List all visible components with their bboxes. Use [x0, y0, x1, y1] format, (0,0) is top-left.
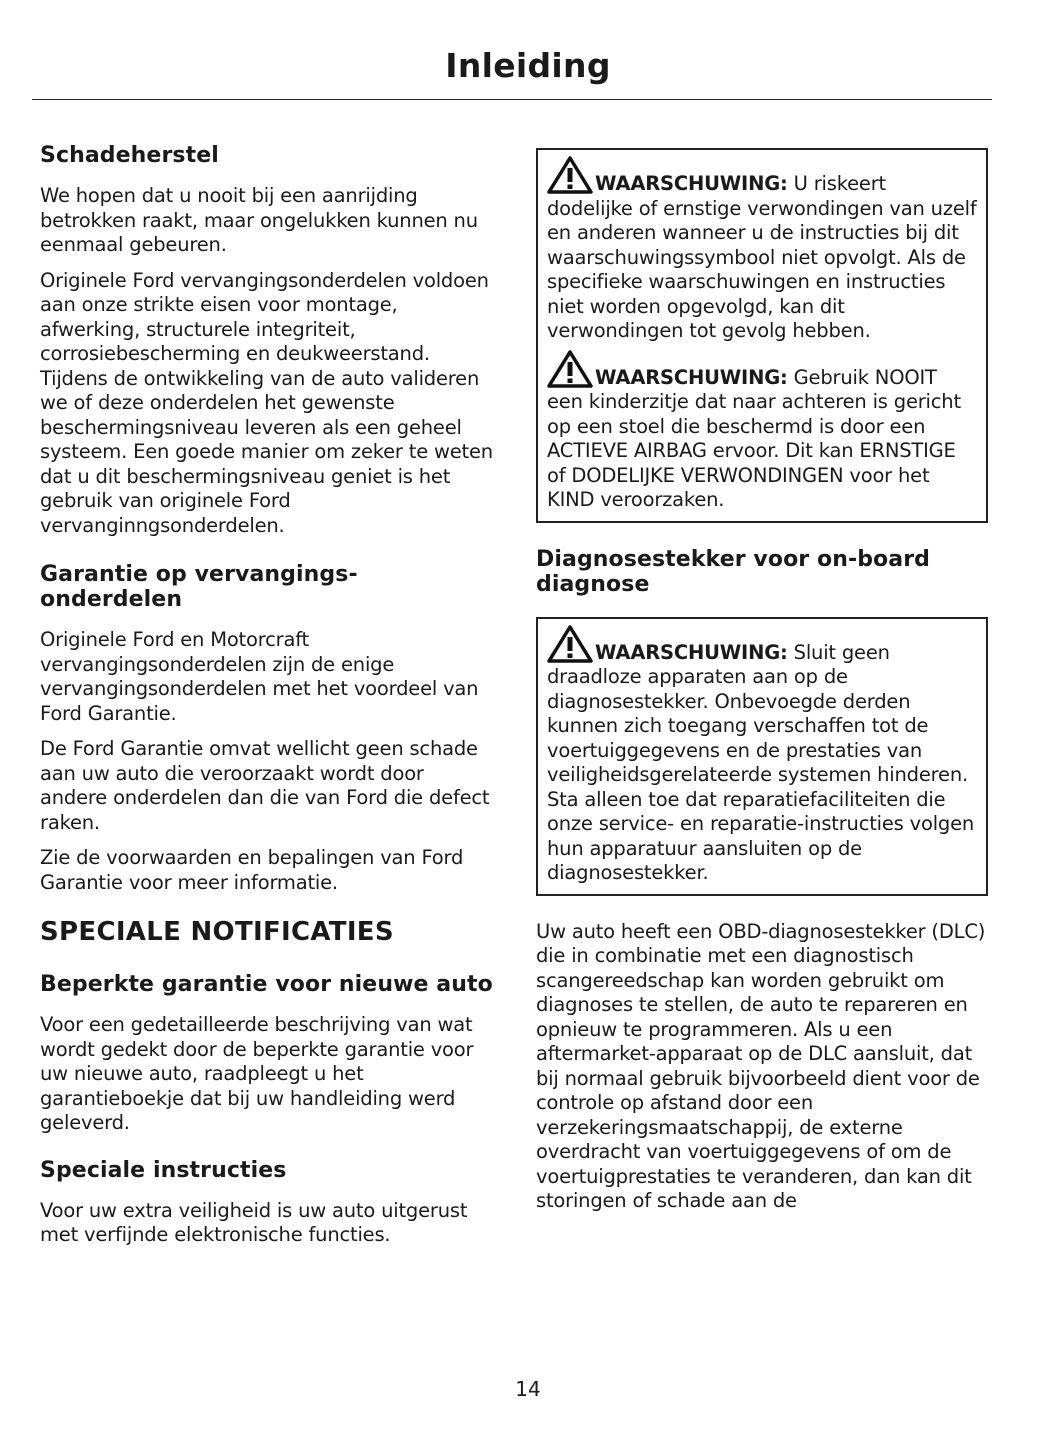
speciale-notificaties-heading: SPECIALE NOTIFICATIES — [40, 917, 394, 947]
diagnose-heading: Diagnosestekker voor on-board diagnose — [536, 546, 931, 597]
warning-item-child-seat — [547, 350, 977, 513]
speciale-instructies-heading: Speciale instructies — [40, 1157, 287, 1183]
schadeherstel-paragraph-1: We hopen dat u nooit bij een aanrijding betrokken raakt, maar ongelukken kunnen nu eenmaal gebeuren. — [40, 184, 478, 256]
schadeherstel-heading: Schadeherstel — [40, 143, 219, 168]
warning-triangle-icon — [547, 350, 593, 388]
warning-item-general — [547, 156, 977, 344]
warning-box-diagnose — [536, 617, 988, 896]
beperkte-garantie-paragraph: Voor een gedetailleerde beschrijving van wat wordt gedekt door de beperkte garantie voor uw nieuwe auto, raadpleegt u het garantieboekje dat bij uw handleiding werd geleverd. — [40, 1013, 474, 1134]
garantie-paragraph-3: Zie de voorwaarden en bepalingen van Ford Garantie voor meer informatie. — [40, 846, 464, 894]
garantie-paragraph-1: Originele Ford en Motorcraft vervangingsonderdelen zijn de enige vervangingsonderdelen met het voordeel van Ford Garantie. — [40, 628, 479, 725]
warning-item-diagnose — [547, 625, 977, 886]
right-column — [536, 143, 988, 1225]
warning-label: WAARSCHUWING: — [595, 640, 788, 664]
warning-box-general — [536, 148, 988, 523]
warning-text: Sluit geen draadloze apparaten aan op de diagnosestekker. Onbevoegde derden kunnen zich toegang verschaffen tot de voertuiggegevens en de prestaties van veiligheidsgerelateerde systemen hinderen. Sta alleen toe dat reparatiefaciliteiten die onze service- en reparatie-instructies volgen hun apparatuur aansluiten op de diagnosestekker. — [547, 640, 975, 884]
speciale-instructies-paragraph: Voor uw extra veiligheid is uw auto uitgerust met verfijnde elektronische functies. — [40, 1198, 468, 1246]
beperkte-garantie-heading: Beperkte garantie voor nieuwe auto — [40, 972, 493, 997]
garantie-heading: Garantie op vervangings-onderdelen — [40, 562, 358, 612]
left-column — [40, 143, 495, 1259]
warning-label: WAARSCHUWING: — [595, 365, 788, 389]
warning-triangle-icon — [547, 625, 593, 663]
title-divider — [32, 99, 992, 100]
diagnose-paragraph: Uw auto heeft een OBD-diagnosestekker (DLC) die in combinatie met een diagnostisch scangereedschap kan worden gebruikt om diagnoses te stellen, de auto te repareren en opnieuw te programmeren. Als u een aftermarket-apparaat op de DLC aansluit, dat bij normaal gebruik bijvoorbeeld dient voor de controle op afstand door een verzekeringsmaatschappij, de externe overdracht van voertuiggegevens of om de voertuigprestaties te veranderen, dan kan dit storingen of schade aan de — [536, 919, 986, 1212]
warning-text: U riskeert dodelijke of ernstige verwondingen van uzelf en anderen wanneer u de instructies bij dit waarschuwingssymbool niet opvolgt. Als de specifieke waarschuwingen en instructies niet worden opgevolgd, kan dit verwondingen tot gevolg hebben. — [547, 172, 977, 342]
schadeherstel-paragraph-2: Originele Ford vervangingsonderdelen voldoen aan onze strikte eisen voor montage, afwerking, structurele integriteit, corrosiebescherming en deukweerstand. Tijdens de ontwikkeling van de auto valideren we of deze onderdelen het gewenste beschermingsniveau leveren als een geheel systeem. Een goede manier om zeker te weten dat u dit beschermingsniveau geniet is het gebruik van originele Ford vervanginngsonderdelen. — [40, 268, 493, 537]
warning-triangle-icon — [547, 156, 593, 194]
page-number: 14 — [515, 1377, 541, 1401]
page-title: Inleiding — [445, 46, 611, 85]
warning-label: WAARSCHUWING: — [595, 172, 788, 195]
warning-text: Gebruik NOOIT een kinderzitje dat naar achteren is gericht op een stoel die beschermd is door een ACTIEVE AIRBAG ervoor. Dit kan ERNSTIGE of DODELIJKE VERWONDINGEN voor het KIND veroorzaken. — [547, 365, 961, 511]
garantie-paragraph-2: De Ford Garantie omvat wellicht geen schade aan uw auto die veroorzaakt wordt door andere onderdelen dan die van Ford die defect raken. — [40, 737, 490, 834]
